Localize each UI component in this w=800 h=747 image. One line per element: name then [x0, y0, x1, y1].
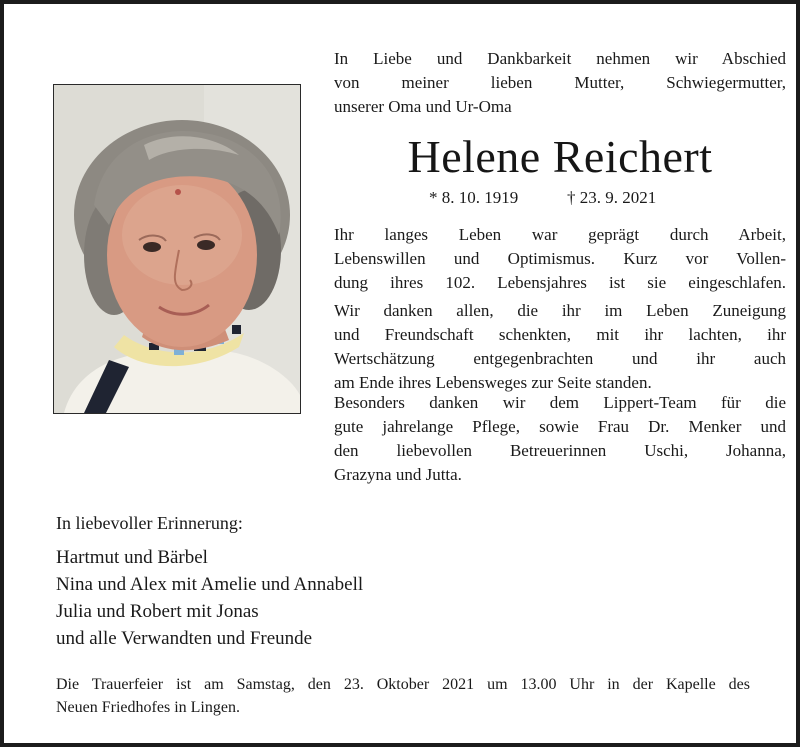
paragraph-line: Lebenswillen und Optimismus. Kurz vor Vollen- [334, 249, 786, 268]
intro-line: von meiner lieben Mutter, Schwiegermutter, [334, 73, 786, 92]
death-date: † 23. 9. 2021 [567, 188, 657, 207]
obituary-notice [4, 4, 796, 743]
paragraph-thanks [334, 299, 786, 395]
mourner-entry: Julia und Robert mit Jonas [56, 601, 259, 622]
paragraph-line: Wir danken allen, die ihr im Leben Zuneigung [334, 301, 786, 320]
paragraph-line: den liebevollen Betreuerinnen Uschi, Johanna, [334, 441, 786, 460]
paragraph-special-thanks [334, 391, 786, 487]
deceased-name: Helene Reichert [407, 131, 713, 182]
intro-line: In Liebe und Dankbarkeit nehmen wir Abschied [334, 49, 786, 68]
funeral-line: Die Trauerfeier ist am Samstag, den 23. Oktober 2021 um 13.00 Uhr in der Kapelle des [56, 676, 750, 693]
paragraph-line: dung ihres 102. Lebensjahres ist sie eingeschlafen. [334, 273, 786, 292]
paragraph-line: Besonders danken wir dem Lippert-Team für die [334, 393, 786, 412]
birth-date: * 8. 10. 1919 [429, 188, 519, 207]
paragraph-line: gute jahrelange Pflege, sowie Frau Dr. Menker und [334, 417, 786, 436]
funeral-line: Neuen Friedhofes in Lingen. [56, 699, 240, 716]
portrait-photo [53, 84, 301, 414]
mourners-list [56, 544, 363, 652]
intro-text [334, 47, 786, 119]
funeral-info [56, 673, 750, 719]
paragraph-line: und Freundschaft schenkten, mit ihr lachten, ihr [334, 325, 786, 344]
mourner-entry: Hartmut und Bärbel [56, 547, 208, 568]
intro-line: unserer Oma und Ur-Oma [334, 97, 512, 116]
paragraph-line: Grazyna und Jutta. [334, 465, 462, 484]
mourner-entry: Nina und Alex mit Amelie und Annabell [56, 574, 364, 595]
paragraph-line: Ihr langes Leben war geprägt durch Arbeit, [334, 225, 786, 244]
paragraph-life [334, 223, 786, 295]
paragraph-line: Wertschätzung entgegenbrachten und ihr auch [334, 349, 786, 368]
paragraph-line: am Ende ihres Lebensweges zur Seite standen. [334, 373, 652, 392]
portrait-image [54, 85, 300, 413]
mourner-entry: und alle Verwandten und Freunde [56, 628, 313, 649]
mourners-heading: In liebevoller Erinnerung: [56, 513, 243, 533]
